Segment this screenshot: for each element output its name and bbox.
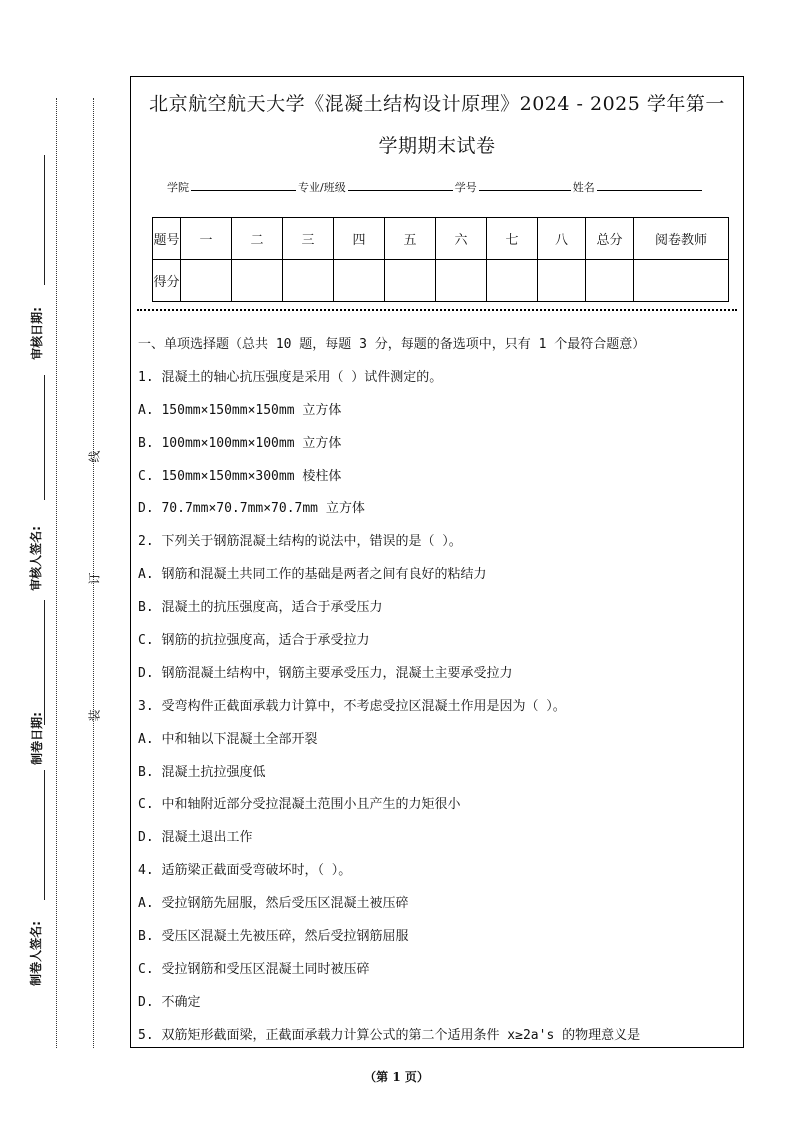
score-col-6: 六 xyxy=(436,218,487,260)
name-field[interactable] xyxy=(597,180,702,191)
question-3-option-a: A. 中和轴以下混凝土全部开裂 xyxy=(138,731,318,747)
compiler-signature-field[interactable] xyxy=(44,770,45,900)
score-col-4: 四 xyxy=(334,218,385,260)
binding-char-xian: 线 xyxy=(87,450,102,463)
question-3-option-c: C. 中和轴附近部分受拉混凝土范围小且产生的力矩很小 xyxy=(138,797,461,813)
compile-date-label: 制卷日期: xyxy=(29,712,44,765)
score-cell[interactable] xyxy=(232,260,283,302)
score-cell[interactable] xyxy=(181,260,232,302)
question-2-option-b: B. 混凝土的抗压强度高，适合于承受压力 xyxy=(138,600,383,616)
question-3-option-b: B. 混凝土抗拉强度低 xyxy=(138,764,266,780)
score-cell[interactable] xyxy=(487,260,538,302)
score-cell[interactable] xyxy=(385,260,436,302)
question-3-option-d: D. 混凝土退出工作 xyxy=(138,830,253,846)
score-col-grader: 阅卷教师 xyxy=(634,218,729,260)
question-4-option-c: C. 受拉钢筋和受压区混凝土同时被压碎 xyxy=(138,961,370,977)
question-4-option-d: D. 不确定 xyxy=(138,994,201,1010)
college-field[interactable] xyxy=(191,180,296,191)
score-cell-total[interactable] xyxy=(586,260,634,302)
review-date-label: 审核日期: xyxy=(29,307,44,360)
questions-content xyxy=(138,329,739,1048)
question-1-stem: 1. 混凝土的轴心抗压强度是采用（ ）试件测定的。 xyxy=(138,369,443,385)
question-1-option-c: C. 150mm×150mm×300mm 棱柱体 xyxy=(138,468,342,484)
exam-frame xyxy=(130,76,744,1048)
reviewer-signature-field[interactable] xyxy=(44,375,45,500)
question-2-option-d: D. 钢筋混凝土结构中，钢筋主要承受压力，混凝土主要承受拉力 xyxy=(138,665,513,681)
question-1-option-a: A. 150mm×150mm×150mm 立方体 xyxy=(138,402,342,418)
review-date-field[interactable] xyxy=(44,155,45,285)
dotted-separator xyxy=(137,309,737,311)
score-table xyxy=(152,217,729,302)
score-col-total: 总分 xyxy=(586,218,634,260)
score-col-1: 一 xyxy=(181,218,232,260)
exam-title-line2: 学期期末试卷 xyxy=(378,135,496,157)
question-2-stem: 2. 下列关于钢筋混凝土结构的说法中，错误的是（ ）。 xyxy=(138,534,462,550)
name-label: 姓名 xyxy=(572,181,595,194)
compiler-signature-label: 制卷人签名: xyxy=(28,921,43,986)
student-id-label: 学号 xyxy=(454,181,477,194)
score-col-2: 二 xyxy=(232,218,283,260)
question-4-option-a: A. 受拉钢筋先屈服，然后受压区混凝土被压碎 xyxy=(138,896,409,912)
score-row-label: 得分 xyxy=(153,260,181,302)
score-cell[interactable] xyxy=(538,260,586,302)
reviewer-signature-label: 审核人签名: xyxy=(28,526,43,591)
student-info-row xyxy=(167,179,704,195)
compile-date-field[interactable] xyxy=(44,600,45,725)
page-number: （第 1 页） xyxy=(364,1070,429,1084)
score-cell[interactable] xyxy=(283,260,334,302)
question-3-stem: 3. 受弯构件正截面承载力计算中，不考虑受拉区混凝土作用是因为（ ）。 xyxy=(138,698,566,714)
question-4-option-b: B. 受压区混凝土先被压碎，然后受拉钢筋屈服 xyxy=(138,929,409,945)
exam-title-line1: 北京航空航天大学《混凝土结构设计原理》2024 - 2025 学年第一 xyxy=(149,93,725,115)
score-header-label: 题号 xyxy=(153,218,181,260)
binding-char-zhuang: 装 xyxy=(87,709,102,722)
score-cell-grader[interactable] xyxy=(634,260,729,302)
major-label: 专业/班级 xyxy=(298,181,346,194)
score-cell[interactable] xyxy=(334,260,385,302)
score-col-7: 七 xyxy=(487,218,538,260)
question-2-option-a: A. 钢筋和混凝土共同工作的基础是两者之间有良好的粘结力 xyxy=(138,567,487,583)
section-heading: 一、单项选择题（总共 10 题，每题 3 分，每题的备选项中，只有 1 个最符合题意） xyxy=(138,337,646,352)
major-field[interactable] xyxy=(348,180,453,191)
question-5-stem: 5. 双筋矩形截面梁，正截面承载力计算公式的第二个适用条件 x≥2a's 的物理意义是 xyxy=(138,1027,641,1043)
student-id-field[interactable] xyxy=(479,180,571,191)
question-1-option-b: B. 100mm×100mm×100mm 立方体 xyxy=(138,435,342,451)
score-col-3: 三 xyxy=(283,218,334,260)
college-label: 学院 xyxy=(167,181,189,194)
binding-char-ding: 订 xyxy=(87,572,102,585)
question-4-stem: 4. 适筋梁正截面受弯破坏时，（ ）。 xyxy=(138,863,352,879)
question-2-option-c: C. 钢筋的抗拉强度高，适合于承受拉力 xyxy=(138,633,370,649)
score-col-5: 五 xyxy=(385,218,436,260)
score-col-8: 八 xyxy=(538,218,586,260)
binding-dotted-line-outer xyxy=(56,98,57,1048)
question-1-option-d: D. 70.7mm×70.7mm×70.7mm 立方体 xyxy=(138,501,365,517)
score-cell[interactable] xyxy=(436,260,487,302)
